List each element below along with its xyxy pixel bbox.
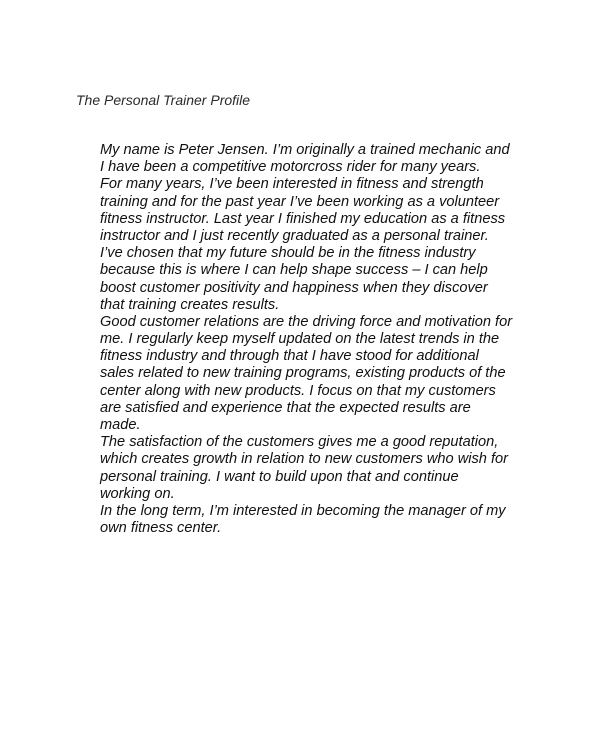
text-line: made.: [100, 417, 141, 433]
paragraph-career-choice: [100, 245, 540, 314]
text-line: sales related to new training programs, existing products of the: [100, 365, 506, 382]
text-line: center along with new products. I focus on that my customers: [100, 382, 496, 399]
text-line: because this is where I can help shape success – I can help: [100, 262, 488, 279]
text-line: that training creates results.: [100, 296, 280, 313]
text-line: fitness industry and through that I have stood for additional: [100, 348, 479, 365]
text-line: own fitness center.: [100, 520, 222, 537]
text-line: boost customer positivity and happiness when they discover: [100, 279, 488, 296]
text-line: Good customer relations are the driving force and motivation for: [100, 313, 513, 330]
text-line: I’ve chosen that my future should be in the fitness industry: [100, 245, 476, 262]
text-line: training and for the past year I’ve been working as a volunteer: [100, 193, 500, 210]
text-line: My name is Peter Jensen. I’m originally a trained mechanic and: [100, 142, 510, 158]
text-line: The satisfaction of the customers gives me a good reputation,: [100, 434, 499, 451]
paragraph-introduction: [100, 142, 540, 176]
paragraph-reputation: [100, 434, 540, 503]
text-line: personal training. I want to build upon that and continue: [100, 468, 459, 485]
paragraph-long-term-goal: [100, 503, 540, 537]
paragraph-customer-relations: [100, 314, 540, 434]
document-title: The Personal Trainer Profile: [76, 92, 251, 108]
text-line: I have been a competitive motorcross rider for many years.: [100, 159, 481, 176]
text-line: In the long term, I’m interested in becoming the manager of my: [100, 502, 506, 519]
text-line: instructor and I just recently graduated as a personal trainer.: [100, 227, 489, 244]
text-line: me. I regularly keep myself updated on the latest trends in the: [100, 331, 500, 348]
paragraph-fitness-background: [100, 176, 540, 245]
text-line: which creates growth in relation to new customers who wish for: [100, 451, 508, 468]
text-line: fitness instructor. Last year I finished my education as a fitness: [100, 210, 506, 227]
text-line: working on.: [100, 485, 175, 502]
document-body: [100, 142, 540, 537]
text-line: are satisfied and experience that the expected results are: [100, 399, 471, 416]
text-line: For many years, I’ve been interested in fitness and strength: [100, 176, 484, 193]
